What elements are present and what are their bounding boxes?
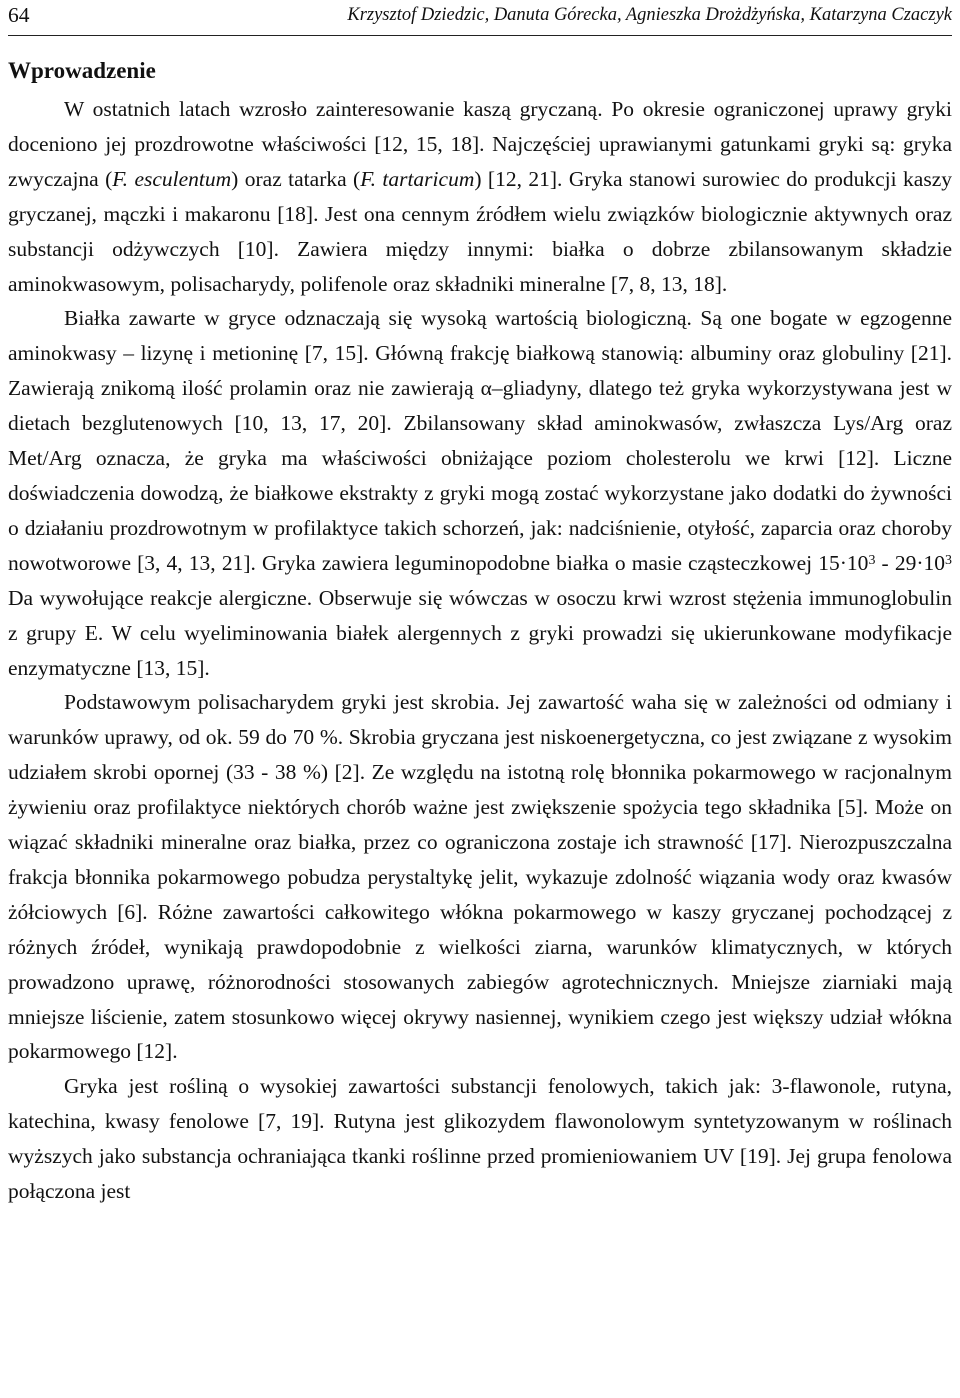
text-run: Białka zawarte w gryce odznaczają się wysoką wartością biologiczną. Są one bogate w egzogenne aminokwasy – lizynę i metioninę [7, 15]. Główną frakcję białkową stanowią: albuminy oraz globuliny [21]. Zawierają znikomą ilość prolamin oraz nie zawierają α–gliadyny, dlatego też gryka wykorzystywana jest w dietach bezglutenowych [10, 13, 17, 20]. Zbilansowany skład aminokwasów, zwłaszcza Lys/Arg oraz Met/Arg oznacza, że gryka ma właściwości obniżające poziom cholesterolu we krwi [12]. Liczne doświadczenia dowodzą, że białkowe ekstrakty z gryki mogą zostać wykorzystane jako dodatki do żywności o działaniu prozdrowotnym w profilaktyce takich schorzeń, jak: nadciśnienie, otyłość, zaparcia oraz choroby nowotworowe [3, 4, 13, 21]. Gryka zawiera leguminopodobne białka o masie cząsteczkowej 15·10 — [8, 306, 952, 575]
superscript: 3 — [868, 553, 876, 569]
header-authors: Krzysztof Dziedzic, Danuta Górecka, Agnieszka Drożdżyńska, Katarzyna Czaczyk — [347, 5, 952, 25]
superscript: 3 — [945, 553, 952, 569]
paragraph — [8, 301, 952, 685]
body-text — [8, 92, 952, 1209]
paragraph — [8, 1069, 952, 1209]
text-run: Da wywołujące reakcje alergiczne. Obserwuje się wówczas w osoczu krwi wzrost stężenia immunoglobulin z grupy E. W celu wyeliminowania białek alergennych z gryki prowadzi się ukierunkowane modyfikacje enzymatyczne [13, 15]. — [8, 585, 952, 680]
page-number: 64 — [8, 3, 30, 27]
italic-term: F. esculentum — [112, 166, 232, 191]
paragraph — [8, 685, 952, 1069]
text-run: W ostatnich latach wzrosło zainteresowanie kaszą gryczaną. Po okresie ograniczonej uprawy gryki doceniono jej prozdrowotne właściwości [12, 15, 18]. Najczęściej uprawianymi gatunkami gryki są: gryka zwyczajna ( — [8, 97, 952, 191]
italic-term: F. tartaricum — [360, 166, 475, 191]
text-run: - 29·10 — [875, 550, 946, 575]
paragraph — [8, 92, 952, 301]
text-run: Gryka jest rośliną o wysokiej zawartości substancji fenolowych, takich jak: 3-flawonole, rutyna, katechina, kwasy fenolowe [7, 19]. Rutyna jest glikozydem flawonolowym syntetyzowanym w roślinach wyższych jako substancja ochraniająca tkanki roślinne przed promieniowaniem UV [19]. Jej grupa fenolowa połączona jest — [8, 1074, 952, 1204]
document-page — [8, 0, 952, 1398]
text-run: Podstawowym polisacharydem gryki jest skrobia. Jej zawartość waha się w zależności od odmiany i warunków uprawy, od ok. 59 do 70 %. Skrobia gryczana jest niskoenergetyczna, co jest związane z wysokim udziałem skrobi opornej (33 - 38 %) [2]. Ze względu na istotną rolę błonnika pokarmowego w racjonalnym żywieniu oraz profilaktyce niektórych chorób ważne jest zwiększenie spożycia tego składnika [5]. Może on wiązać składniki mineralne oraz białka, przez co ograniczona zostaje ich strawność [17]. Nierozpuszczalna frakcja błonnika pokarmowego pobudza perystaltykę jelit, wykazuje zdolność wiązania wody oraz kwasów żółciowych [6]. Różne zawartości całkowitego włókna pokarmowego w kaszy gryczanej pochodzącej z różnych źródeł, wynikają prawdopodobnie z wielkości ziarna, warunków klimatycznych, w których prowadzono uprawę, różnorodności stosowanych zabiegów agrotechnicznych. Mniejsze ziarniaki mają mniejsze liścienie, zatem stosunkowo więcej okrywy nasiennej, wynikiem czego jest większy udział włókna pokarmowego [12]. — [8, 690, 952, 1064]
running-header — [8, 0, 952, 36]
text-run: ) oraz tatarka ( — [231, 166, 361, 191]
section-heading: Wprowadzenie — [8, 58, 156, 83]
text-run: ) [12, 21]. Gryka stanowi surowiec do produkcji kaszy gryczanej, mączki i makaronu [18]. Jest ona cennym źródłem wielu związków biologicznie aktywnych oraz substancji odżywczych [10]. Zawiera między innymi: białka o dobrze zbilansowanym składzie aminokwasowym, polisacharydy, polifenole oraz składniki mineralne [7, 8, 13, 18]. — [8, 166, 952, 296]
